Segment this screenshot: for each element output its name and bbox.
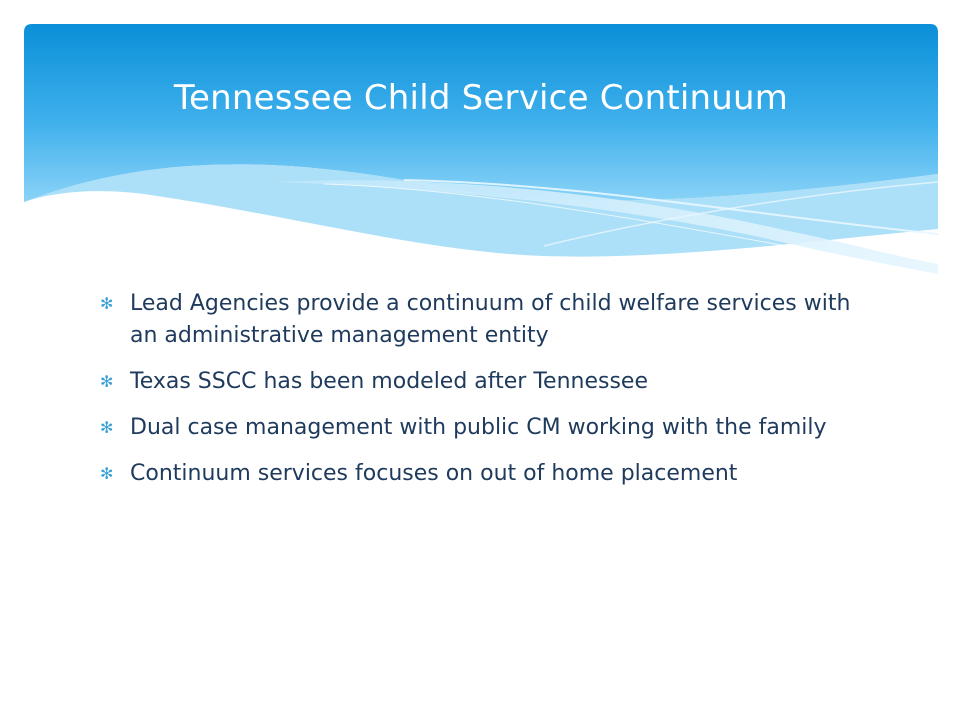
bullet-list <box>100 288 860 504</box>
bullet-text: Dual case management with public CM working with the family <box>130 415 827 440</box>
list-item <box>100 458 860 490</box>
list-item <box>100 366 860 398</box>
header-banner <box>24 24 938 274</box>
asterisk-icon: ✻ <box>100 294 114 313</box>
list-item <box>100 288 860 352</box>
asterisk-icon: ✻ <box>100 418 114 437</box>
slide-title: Tennessee Child Service Continuum <box>173 78 789 118</box>
bullet-text: Lead Agencies provide a continuum of child welfare services with an administrative management entity <box>130 291 851 348</box>
asterisk-icon: ✻ <box>100 464 114 483</box>
bullet-text: Continuum services focuses on out of home placement <box>130 461 738 486</box>
header-wave-graphic <box>24 24 938 274</box>
list-item <box>100 412 860 444</box>
bullet-text: Texas SSCC has been modeled after Tennessee <box>130 369 648 394</box>
asterisk-icon: ✻ <box>100 372 114 391</box>
